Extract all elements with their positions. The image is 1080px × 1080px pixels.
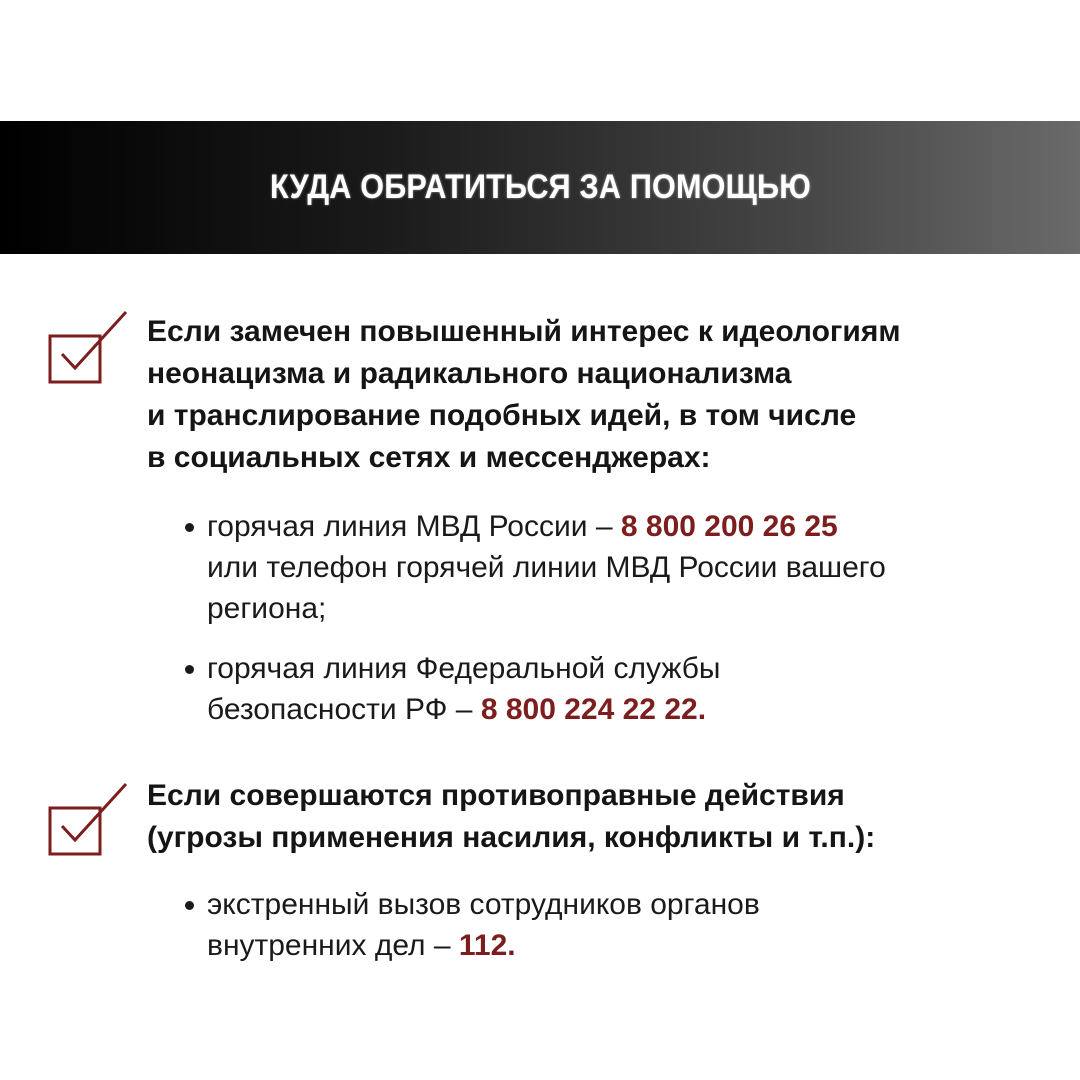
section-heading <box>147 311 901 479</box>
phone-number: 8 800 224 22 22. <box>480 693 707 726</box>
contacts-list <box>183 884 760 966</box>
list-item <box>183 884 760 966</box>
item-text: горячая линия Федеральной службы <box>207 652 721 685</box>
heading-line: Если совершаются противоправные действия <box>147 779 845 812</box>
contacts-list <box>183 506 886 730</box>
list-item <box>183 648 886 730</box>
item-text: региона; <box>207 592 327 625</box>
item-text: или телефон горячей линии МВД России вашего <box>207 551 886 584</box>
heading-line: неонацизма и радикального национализма <box>147 357 792 390</box>
item-text: безопасности РФ – <box>207 693 481 726</box>
page-title: КУДА ОБРАТИТЬСЯ ЗА ПОМОЩЬЮ <box>269 168 811 206</box>
checkbox-check-icon <box>48 308 130 386</box>
item-text: внутренних дел – <box>207 929 459 962</box>
section-heading <box>147 775 875 859</box>
list-item <box>183 506 886 629</box>
heading-line: в социальных сетях и мессенджерах: <box>147 441 711 474</box>
header-banner <box>0 121 1080 254</box>
phone-number: 8 800 200 26 25 <box>620 510 838 543</box>
item-text: горячая линия МВД России – <box>207 510 621 543</box>
checkbox-check-icon <box>48 780 130 858</box>
heading-line: (угрозы применения насилия, конфликты и т.п.): <box>147 821 876 854</box>
item-text: экстренный вызов сотрудников органов <box>207 888 760 921</box>
heading-line: и транслирование подобных идей, в том числе <box>147 399 857 432</box>
phone-number: 112. <box>458 929 516 962</box>
heading-line: Если замечен повышенный интерес к идеологиям <box>147 315 901 348</box>
